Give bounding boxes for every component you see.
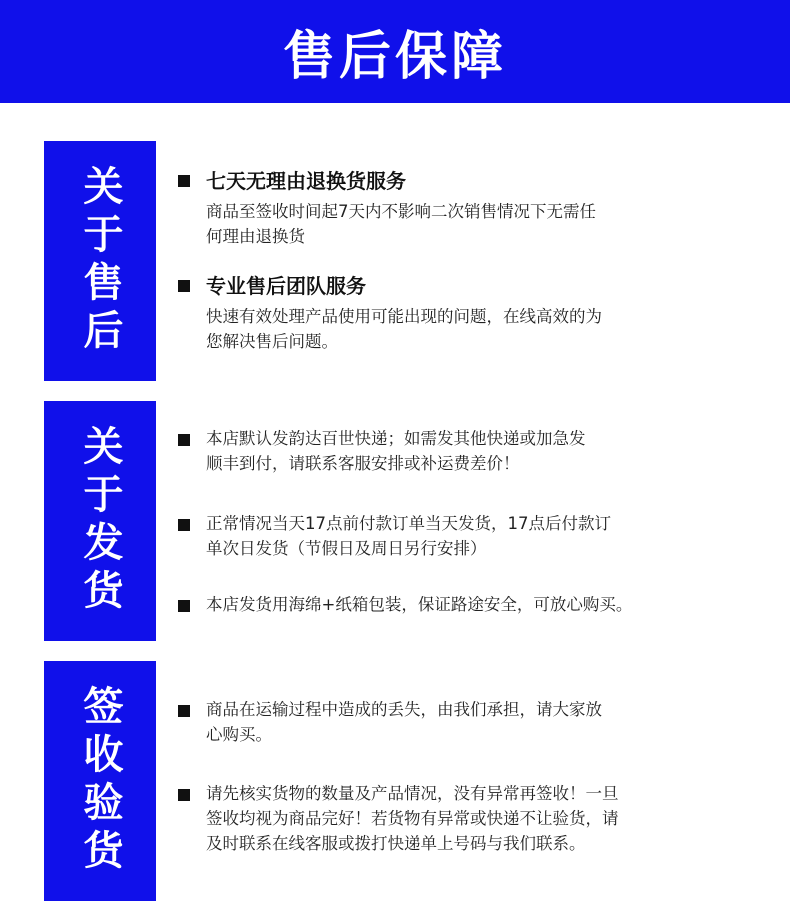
text-line: 请先核实货物的数量及产品情况，没有异常再签收！一旦 <box>206 784 619 803</box>
bullet-square-icon <box>178 519 190 531</box>
item-text <box>206 426 726 476</box>
page-header <box>0 0 790 103</box>
text-line: 商品至签收时间起7天内不影响二次销售情况下无需任 <box>206 202 596 221</box>
text-line: 本店默认发韵达百世快递；如需发其他快递或加急发 <box>206 429 586 448</box>
text-line: 心购买。 <box>206 725 272 744</box>
bullet-square-icon <box>178 434 190 446</box>
item-text <box>206 592 746 617</box>
item-text <box>206 304 726 354</box>
bullet-square-icon <box>178 600 190 612</box>
bullet-square-icon <box>178 789 190 801</box>
side-label-box <box>44 141 156 381</box>
side-label-box <box>44 661 156 901</box>
text-line: 及时联系在线客服或拨打快递单上号码与我们联系。 <box>206 834 586 853</box>
section-after-sales <box>0 141 790 381</box>
text-line: 本店发货用海绵+纸箱包装，保证路途安全，可放心购买。 <box>206 595 633 614</box>
item-text <box>206 697 726 747</box>
text-line: 正常情况当天17点前付款订单当天发货，17点后付款订 <box>206 514 611 533</box>
item-title: 七天无理由退换货服务 <box>206 169 406 193</box>
page-title: 售后保障 <box>282 27 507 87</box>
section-shipping <box>0 401 790 641</box>
side-label: 关于售后 <box>77 165 123 357</box>
section-receipt-inspection <box>0 661 790 901</box>
text-line: 快速有效处理产品使用可能出现的问题，在线高效的为 <box>206 307 602 326</box>
item-text <box>206 781 726 856</box>
text-line: 单次日发货（节假日及周日另行安排） <box>206 539 487 558</box>
text-line: 顺丰到付，请联系客服安排或补运费差价！ <box>206 454 520 473</box>
bullet-square-icon <box>178 175 190 187</box>
text-line: 何理由退换货 <box>206 227 305 246</box>
bullet-square-icon <box>178 705 190 717</box>
item-title: 专业售后团队服务 <box>206 274 366 298</box>
bullet-square-icon <box>178 280 190 292</box>
text-line: 签收均视为商品完好！若货物有异常或快递不让验货，请 <box>206 809 619 828</box>
item-text <box>206 199 726 249</box>
side-label-box <box>44 401 156 641</box>
item-text <box>206 511 726 561</box>
text-line: 您解决售后问题。 <box>206 332 338 351</box>
text-line: 商品在运输过程中造成的丢失，由我们承担，请大家放 <box>206 700 602 719</box>
side-label: 关于发货 <box>77 425 123 617</box>
side-label: 签收验货 <box>77 685 123 877</box>
